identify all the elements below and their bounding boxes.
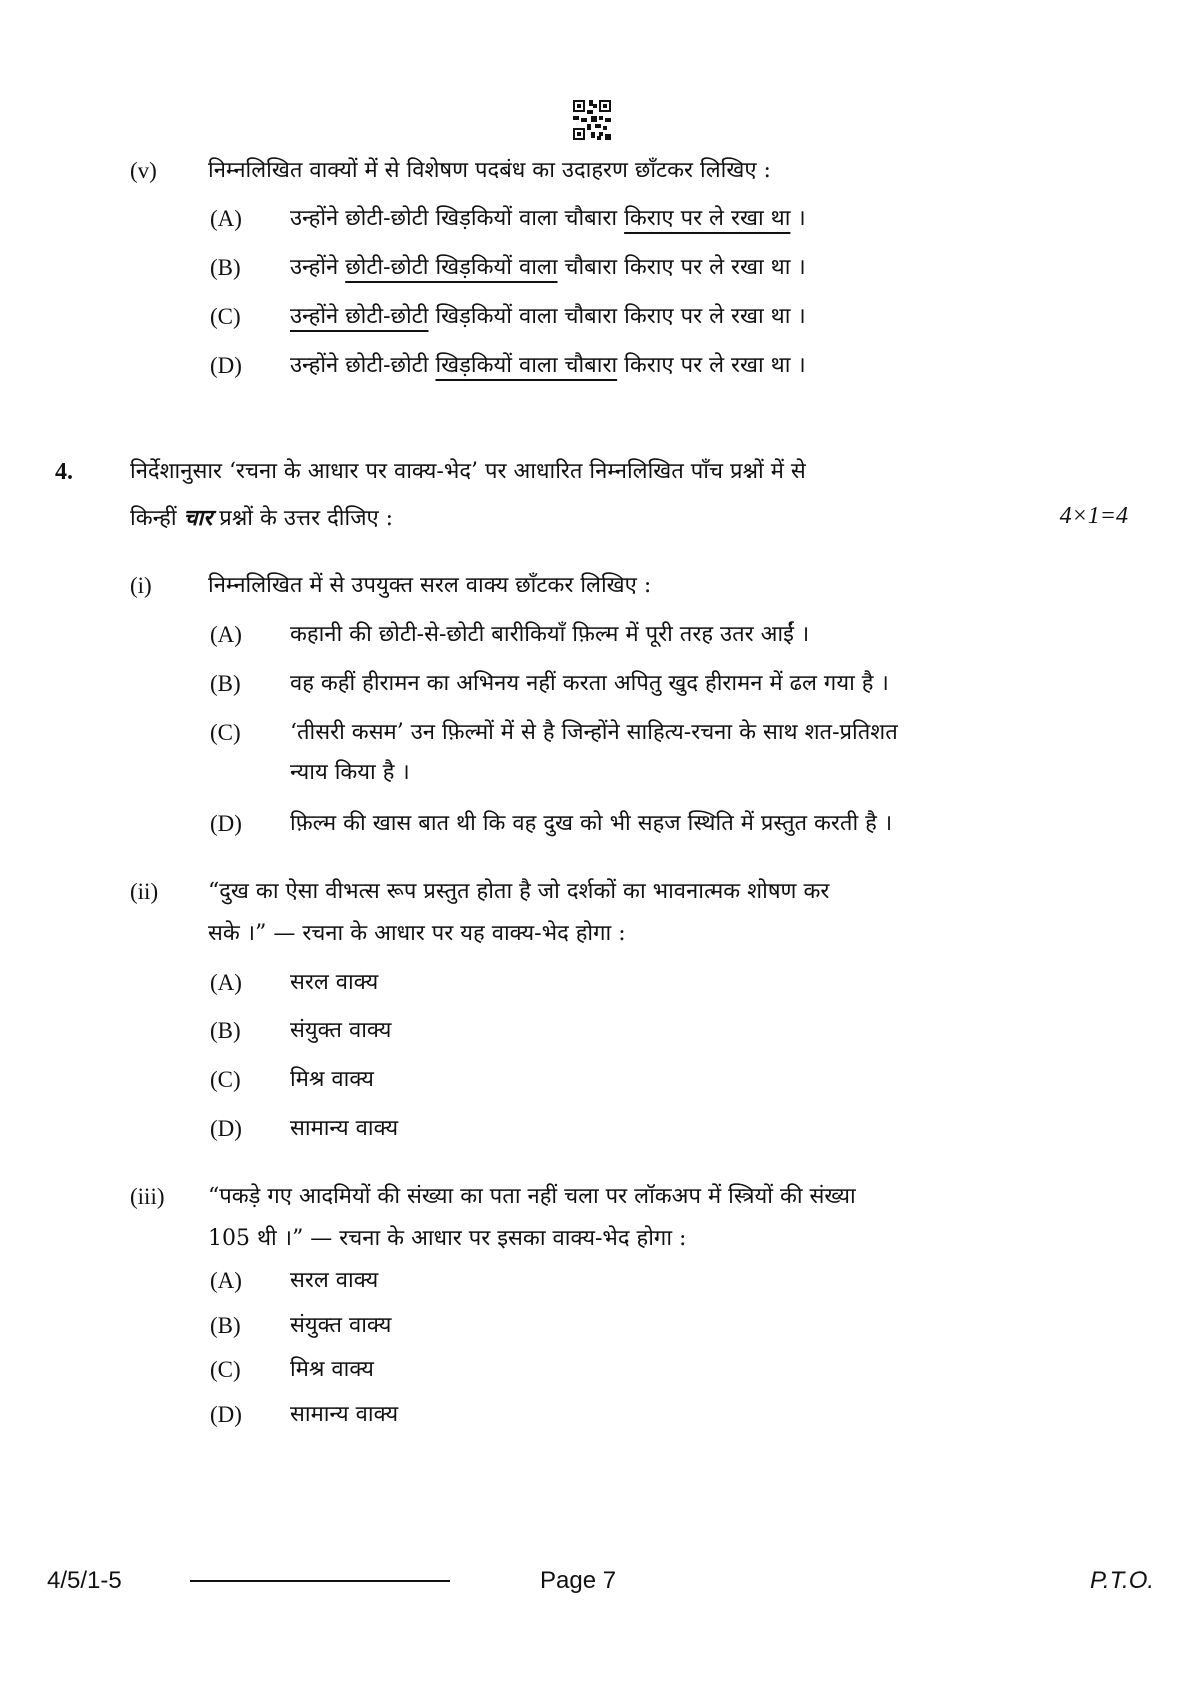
question-label: (ii) bbox=[130, 879, 159, 904]
option-text: सरल वाक्य bbox=[290, 1268, 379, 1293]
option-text: उन्होंने छोटी-छोटी खिड़कियों वाला चौबारा किराए पर ले रखा था । bbox=[290, 353, 806, 378]
option-text: ‘तीसरी कसम’ उन फ़िल्मों में से है जिन्होंने साहित्य-रचना के साथ शत-प्रतिशत bbox=[290, 720, 898, 745]
question-label: (iii) bbox=[130, 1184, 165, 1209]
option-text: कहानी की छोटी-से-छोटी बारीकियाँ फ़िल्म में पूरी तरह उतर आईं । bbox=[290, 622, 810, 647]
pto-label: P.T.O. bbox=[1090, 1567, 1155, 1594]
question-4-instruction-line2: किन्हीं चार प्रश्नों के उत्तर दीजिए : bbox=[130, 505, 394, 531]
qr-code-icon bbox=[573, 100, 611, 140]
question-prompt-continued: 105 थी ।” — रचना के आधार पर इसका वाक्य-भेद होगा : bbox=[208, 1226, 687, 1251]
option-label: (B) bbox=[210, 1018, 241, 1043]
option-label: (D) bbox=[210, 1402, 242, 1427]
question-label: (v) bbox=[130, 158, 157, 183]
question-prompt: “दुख का ऐसा वीभत्स रूप प्रस्तुत होता है जो दर्शकों का भावनात्मक शोषण कर bbox=[208, 879, 830, 904]
option-label: (D) bbox=[210, 353, 242, 378]
option-text: सरल वाक्य bbox=[290, 970, 379, 995]
option-label: (C) bbox=[210, 304, 241, 329]
question-prompt-continued: सके ।” — रचना के आधार पर यह वाक्य-भेद होगा : bbox=[208, 921, 626, 946]
option-text: मिश्र वाक्य bbox=[290, 1067, 374, 1092]
page-number: Page 7 bbox=[540, 1567, 617, 1594]
option-text: फ़िल्म की खास बात थी कि वह दुख को भी सहज स्थिति में प्रस्तुत करती है । bbox=[290, 811, 893, 836]
question-4-heading bbox=[55, 457, 806, 488]
option-label: (D) bbox=[210, 811, 242, 836]
option-label: (A) bbox=[210, 622, 242, 647]
emphasis-char: चार bbox=[183, 505, 213, 531]
underlined-phrase: उन्होंने छोटी-छोटी bbox=[290, 304, 429, 329]
option-label: (C) bbox=[210, 1067, 241, 1092]
option-text: उन्होंने छोटी-छोटी खिड़कियों वाला चौबारा किराए पर ले रखा था । bbox=[290, 304, 806, 329]
question-prompt: निम्नलिखित वाक्यों में से विशेषण पदबंध का उदाहरण छाँटकर लिखिए : bbox=[208, 158, 771, 183]
question-prompt: “पकड़े गए आदमियों की संख्या का पता नहीं चला पर लॉकअप में स्त्रियों की संख्या bbox=[208, 1184, 856, 1209]
option-text: संयुक्त वाक्य bbox=[290, 1018, 392, 1043]
underlined-phrase: किराए पर ले रखा था bbox=[624, 206, 791, 231]
question-number: 4. bbox=[55, 459, 73, 485]
option-label: (C) bbox=[210, 1357, 241, 1382]
option-text: वह कहीं हीरामन का अभिनय नहीं करता अपितु खुद हीरामन में ढल गया है । bbox=[290, 671, 889, 696]
option-label: (B) bbox=[210, 255, 241, 280]
option-label: (A) bbox=[210, 206, 242, 231]
option-text: सामान्य वाक्य bbox=[290, 1116, 399, 1141]
option-label: (C) bbox=[210, 720, 241, 745]
footer-divider bbox=[190, 1580, 450, 1582]
option-text: उन्होंने छोटी-छोटी खिड़कियों वाला चौबारा किराए पर ले रखा था । bbox=[290, 206, 806, 231]
underlined-phrase: खिड़कियों वाला चौबारा bbox=[435, 353, 618, 378]
option-label: (A) bbox=[210, 1268, 242, 1293]
option-label: (B) bbox=[210, 1313, 241, 1338]
paper-code: 4/5/1-5 bbox=[47, 1567, 122, 1594]
underlined-phrase: छोटी-छोटी खिड़कियों वाला bbox=[345, 255, 558, 280]
option-label: (D) bbox=[210, 1116, 242, 1141]
option-label: (A) bbox=[210, 970, 242, 995]
option-text: संयुक्त वाक्य bbox=[290, 1313, 392, 1338]
question-prompt: निम्नलिखित में से उपयुक्त सरल वाक्य छाँटकर लिखिए : bbox=[208, 573, 652, 598]
option-text-continued: न्याय किया है । bbox=[290, 760, 410, 785]
option-label: (B) bbox=[210, 671, 241, 696]
question-instruction: निर्देशानुसार ‘रचना के आधार पर वाक्य-भेद’ पर आधारित निम्नलिखित पाँच प्रश्नों में से bbox=[130, 459, 806, 484]
marks-allocation: 4×1=4 bbox=[1059, 503, 1128, 529]
question-label: (i) bbox=[130, 573, 152, 598]
option-text: सामान्य वाक्य bbox=[290, 1402, 399, 1427]
option-text: उन्होंने छोटी-छोटी खिड़कियों वाला चौबारा किराए पर ले रखा था । bbox=[290, 255, 806, 280]
option-text: मिश्र वाक्य bbox=[290, 1357, 374, 1382]
